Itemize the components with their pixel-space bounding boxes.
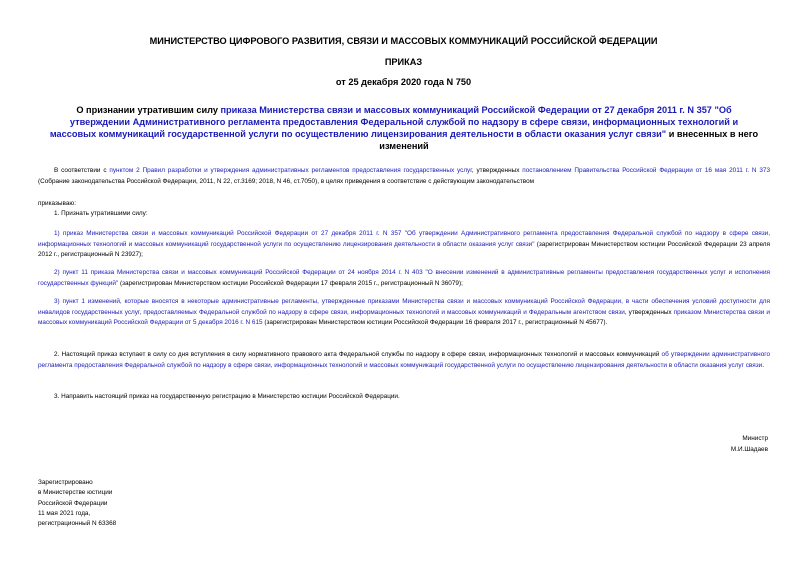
subitem-3-text: , утвержденных (624, 308, 674, 316)
subitem-2 (38, 268, 770, 289)
document-title (46, 104, 762, 152)
ministry-heading: МИНИСТЕРСТВО ЦИФРОВОГО РАЗВИТИЯ, СВЯЗИ И МАССОВЫХ КОММУНИКАЦИЙ РОССИЙСКОЙ ФЕДЕРАЦИИ (149, 36, 658, 46)
order-word: приказываю: (38, 200, 76, 207)
item-2-link[interactable]: об утверждении административного регламента предоставления Федеральной службой по надзору в сфере связи, информационных технологий и массовых коммуникаций государственной услуги по осуществлению лицензирования деятельности в области оказания услуг связи (38, 351, 770, 369)
item-2 (38, 350, 770, 371)
registration-block (38, 478, 116, 529)
rules-link[interactable]: пунктом 2 Правил разработки и утверждения административных регламентов предоставления государственных услуг (109, 167, 472, 174)
item-2-end: . (762, 361, 764, 369)
subitem-1-text: (зарегистрирован Министерством юстиции Российской Федерации 23 апреля 2012 г., регистрационный N 23927); (38, 240, 770, 259)
item-1: 1. Признать утратившими силу: (54, 210, 148, 217)
item-2-text: 2. Настоящий приказ вступает в силу со дня вступления в силу нормативного правового акта Федеральной службы по надзору в сфере связи, информационных технологий и массовых коммуникаций (54, 351, 662, 358)
registration-line: Российской Федерации (38, 499, 108, 507)
subitem-1 (38, 229, 770, 261)
registration-date: 11 мая 2021 года, (38, 509, 91, 517)
signatory-position: Министр (742, 435, 768, 442)
document-type: ПРИКАЗ (384, 57, 423, 67)
subitem-2-text: (зарегистрирован Министерством юстиции Российской Федерации 17 февраля 2015 г., регистрационный N 36079); (118, 279, 463, 287)
subitem-3-order-link[interactable]: приказом Министерства связи и массовых коммуникаций Российской Федерации от 5 декабря 2016 г. N 615 (38, 308, 770, 327)
preamble-paragraph (38, 166, 770, 187)
document-date: от 25 декабря 2020 года N 750 (335, 77, 472, 87)
registration-number: регистрационный N 63368 (38, 520, 117, 528)
signatory-name: М.И.Шадаев (730, 445, 768, 453)
item-3: 3. Направить настоящий приказ на государственную регистрацию в Министерство юстиции Российской Федерации. (54, 393, 400, 400)
preamble-text: , утвержденных (471, 167, 523, 174)
preamble-text: В соответствии с (54, 167, 110, 174)
title-suffix: и внесенных в него изменений (379, 129, 759, 151)
resolution-link[interactable]: постановлением Правительства Российской Федерации от 16 мая 2011 г. N 373 (522, 167, 771, 174)
subitem-2-link[interactable]: 2) пункт 11 приказа Министерства связи и массовых коммуникаций Российской Федерации от 24 ноября 2014 г. N 403 "О внесении изменений в административные регламенты предоставления государственных услуг и исполнения государственных функций" (38, 269, 770, 287)
preamble-text: (Собрание законодательства Российской Федерации, 2011, N 22, ст.3169; 2018, N 46, ст.7050), в целях приведения в соответствие с действующим законодательством (38, 177, 535, 185)
title-prefix: О признании утратившим силу (76, 105, 221, 115)
subitem-3-link[interactable]: 3) пункт 1 изменений, которые вносятся в некоторые административные регламенты, утвержденные приказами Министерства связи и массовых коммуникаций Российской Федерации, в части обеспечения условий доступности для инвалидов государственных услуг, предоставляемых Федеральной службой по надзору в сфере связи, информационных технологий и массовых коммуникаций и Федеральным агентством связи (38, 298, 770, 316)
registration-line: Зарегистрировано (38, 479, 93, 486)
registration-line: в Министерстве юстиции (38, 489, 113, 497)
subitem-1-link[interactable]: 1) приказ Министерства связи и массовых коммуникаций Российской Федерации от 27 декабря 2011 г. N 357 "Об утверждении Административного регламента предоставления Федеральной службой по надзору в сфере связи, информационных технологий и массовых коммуникаций государственной услуги по осуществлению лицензирования деятельности в области оказания услуг связи" (38, 230, 770, 248)
subitem-3 (38, 297, 770, 329)
subitem-3-reg-text: (зарегистрирован Министерством юстиции Российской Федерации 16 февраля 2017 г., регистрационный N 45677). (262, 319, 608, 327)
signature-block (731, 434, 768, 455)
title-link[interactable]: приказа Министерства связи и массовых коммуникаций Российской Федерации от 27 декабря 2011 г. N 357 "Об утверждении Административного регламента предоставления Федеральной службой по надзору в сфере связи, информационных технологий и массовых коммуникаций государственной услуги по осуществлению лицензирования деятельности в области оказания услуг связи" (49, 105, 739, 139)
